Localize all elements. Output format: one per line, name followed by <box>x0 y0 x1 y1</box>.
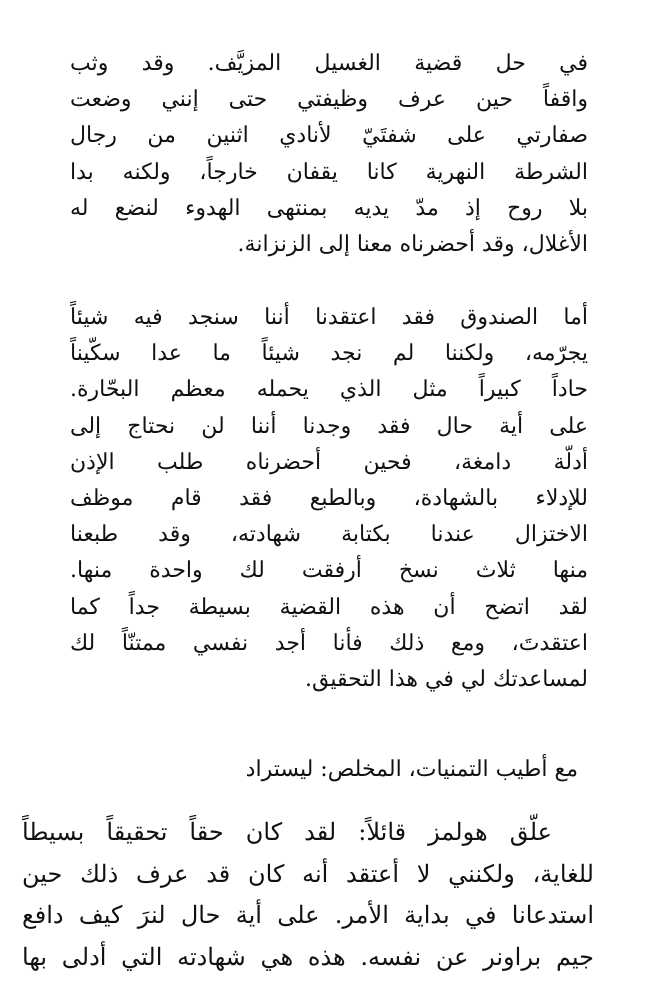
text-line: في حل قضية الغسيل المزيَّف. وقد وثب <box>70 51 588 76</box>
text-line: على أية حال فقد وجدنا أننا لن نحتاج إلى <box>70 413 588 439</box>
text-line: حاداً كبيراً مثل الذي يحمله معظم البحّارة. <box>70 377 588 403</box>
text-line: جيم براونر عن نفسه. هذه هي شهادته التي أدلى بها <box>22 942 594 971</box>
text-line: الشرطة النهرية كانا يقفان خارجاً، ولكنه بدا <box>70 159 588 185</box>
text-line: علّق هولمز قائلاً: لقد كان حقاً تحقيقاً بسيطاً <box>22 818 552 846</box>
text-line: الأغلال، وقد أحضرناه معنا إلى الزنزانة. <box>237 232 588 258</box>
text-line: للغاية، ولكنني لا أعتقد أنه كان قد عرف ذلك حين <box>22 859 594 888</box>
letter-paragraph-1 <box>70 46 588 263</box>
text-line: لمساعدتك لي في هذا التحقيق. <box>305 667 588 693</box>
text-line: بلا روح إذ مدّ يديه بمنتهى الهدوء لنضع له <box>70 195 588 221</box>
letter-paragraph-2 <box>70 300 588 698</box>
letter-signoff: مع أطيب التمنيات، المخلص: ليستراد <box>245 757 578 782</box>
text-line: أما الصندوق فقد اعتقدنا أننا سنجد فيه شيئاً <box>70 305 588 330</box>
text-line: الاختزال عندنا بكتابة شهادته، وقد طبعنا <box>70 522 588 548</box>
text-line: استدعانا في بداية الأمر. على أية حال لنرَ كيف دافع <box>22 901 594 929</box>
narrative-paragraph <box>22 812 594 978</box>
text-line: اعتقدتَ، ومع ذلك فأنا أجد نفسي ممتنّاً لك <box>70 630 588 656</box>
text-line: للإدلاء بالشهادة، وبالطبع فقد قام موظف <box>70 486 588 512</box>
text-line: يجرّمه، ولكننا لم نجد شيئاً ما عدا سكّيناً <box>70 341 588 367</box>
text-line: صفارتي على شفتَيّ لأنادي اثنين من رجال <box>70 123 588 149</box>
text-line: واقفاً حين عرف وظيفتي حتى إنني وضعت <box>70 87 588 113</box>
text-line: منها ثلاث نسخ أرفقت لك واحدة منها. <box>70 558 588 584</box>
text-line: لقد اتضح أن هذه القضية بسيطة جداً كما <box>70 594 588 620</box>
text-line: أدلّة دامغة، فحين أحضرناه طلب الإذن <box>70 449 588 475</box>
